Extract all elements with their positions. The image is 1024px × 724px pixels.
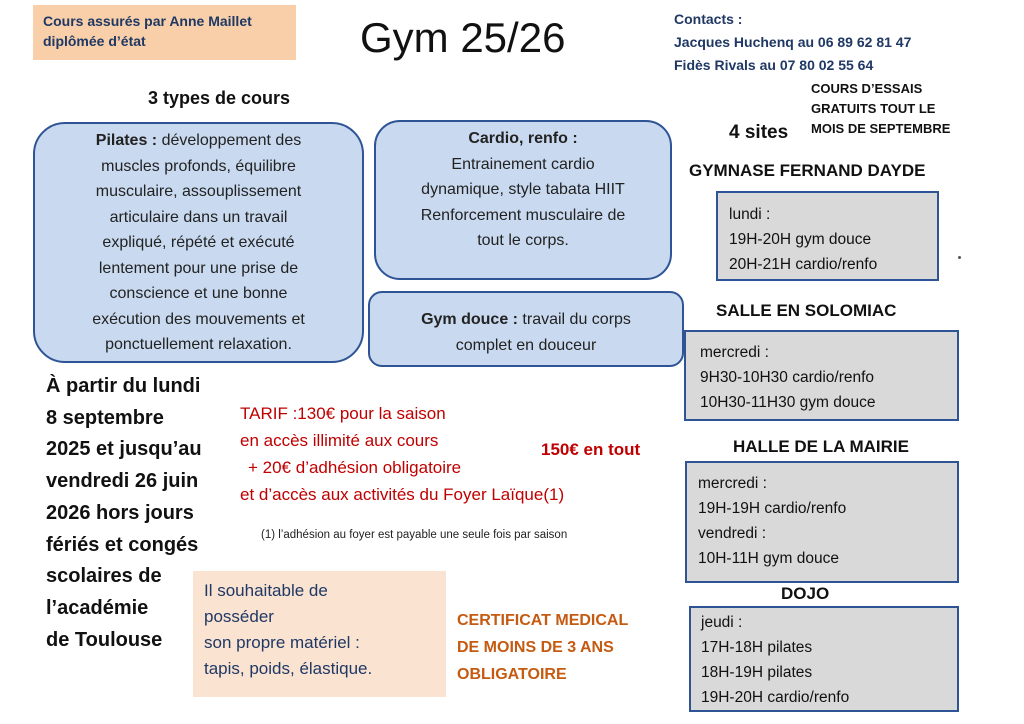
- schedule-slot: 19H-20H gym douce: [729, 231, 872, 248]
- decorative-dot: [958, 256, 961, 259]
- site-name-dojo: DOJO: [781, 584, 830, 603]
- medical-line: DE MOINS DE 3 ANS: [457, 639, 614, 656]
- tarif-line: + 20€ d’adhésion obligatoire: [248, 458, 462, 477]
- dates-line: À partir du lundi: [46, 375, 201, 397]
- pilates-first-line: [41, 128, 356, 154]
- schedule-slot: 20H-21H cardio/renfo: [729, 256, 878, 273]
- medical-line: CERTIFICAT MEDICAL: [457, 612, 629, 629]
- tarif-footnote: (1) l’adhésion au foyer est payable une seule fois par saison: [261, 529, 568, 541]
- tarif-line: et d’accès aux activités du Foyer Laïque(1): [240, 485, 565, 504]
- dates-line: vendredi 26 juin: [46, 470, 199, 493]
- free-trial-line: GRATUITS TOUT LE: [811, 101, 936, 116]
- site-name-halle-de-la-mairie: HALLE DE LA MAIRIE: [733, 437, 909, 456]
- cardio-line: Entrainement cardio: [451, 155, 595, 173]
- pilates-first-line-text: développement des: [157, 132, 302, 149]
- pilates-line: ponctuellement relaxation.: [105, 336, 292, 353]
- schedule-day: jeudi :: [701, 614, 743, 631]
- cardio-course-box: [374, 120, 672, 280]
- free-trial-line: MOIS DE SEPTEMBRE: [811, 121, 951, 136]
- pilates-line: exécution des mouvements et: [92, 310, 305, 328]
- contacts: [674, 8, 911, 77]
- schedule-halle-de-la-mairie: [685, 461, 959, 583]
- schedule-solomiac: [684, 330, 959, 421]
- schedule-slot: 18H-19H pilates: [701, 664, 813, 681]
- site-name-fernand-dayde: GYMNASE FERNAND DAYDE: [689, 161, 926, 180]
- equipment-line: son propre matériel :: [204, 633, 360, 652]
- schedule-slot: 17H-18H pilates: [701, 639, 813, 656]
- dates-line: l’académie: [46, 596, 149, 619]
- equipment-line: posséder: [204, 607, 274, 626]
- tarif-line: TARIF :130€ pour la saison: [240, 404, 446, 423]
- dates-line: fériés et congés: [46, 533, 199, 556]
- gym-douce-course-box: [368, 291, 684, 367]
- site-name-solomiac: SALLE EN SOLOMIAC: [716, 301, 897, 320]
- dates-line: de Toulouse: [46, 628, 163, 651]
- tarif-total: 150€ en tout: [541, 440, 641, 459]
- gym-douce-first-line-text: travail du corps: [517, 311, 631, 328]
- gym-douce-label: Gym douce :: [421, 311, 518, 328]
- free-trial-line: COURS D’ESSAIS: [811, 81, 923, 96]
- pilates-line: articulaire dans un travail: [109, 208, 288, 226]
- equipment-line: tapis, poids, élastique.: [204, 659, 373, 678]
- pilates-line: expliqué, répété et exécuté: [102, 234, 295, 251]
- season-dates: [46, 371, 202, 656]
- dates-line: 2026 hors jours: [46, 501, 194, 524]
- medical-certificate-notice: [457, 607, 628, 688]
- dates-line: 8 septembre: [46, 406, 164, 429]
- contact-line: Fidès Rivals au 07 80 02 55 64: [674, 57, 874, 73]
- schedule-day: mercredi :: [700, 344, 769, 361]
- coach-line: diplômée d’état: [43, 33, 146, 49]
- schedule-day: lundi :: [729, 206, 771, 223]
- coach-info: [33, 5, 296, 60]
- pilates-line: lentement pour une prise de: [98, 259, 299, 277]
- schedule-slot: 19H-20H cardio/renfo: [701, 689, 850, 706]
- pilates-label: Pilates :: [95, 132, 158, 149]
- schedule-slot: 19H-19H cardio/renfo: [698, 500, 847, 517]
- equipment-line: Il souhaitable de: [204, 581, 328, 600]
- contacts-heading: Contacts :: [674, 11, 743, 27]
- schedule-dojo: [689, 606, 959, 712]
- contact-line: Jacques Huchenq au 06 89 62 81 47: [674, 34, 912, 50]
- gym-douce-first-line: [376, 307, 676, 333]
- schedule-slot: 9H30-10H30 cardio/renfo: [700, 369, 875, 386]
- coach-line: Cours assurés par Anne Maillet: [43, 13, 252, 29]
- gym-douce-line: complet en douceur: [455, 336, 597, 354]
- tarif-info: [240, 400, 564, 508]
- schedule-day: mercredi :: [698, 475, 767, 492]
- page-title: Gym 25/26: [360, 14, 566, 61]
- pilates-line: musculaire, assouplissement: [95, 183, 302, 200]
- cardio-line: tout le corps.: [477, 232, 569, 249]
- course-types-heading: 3 types de cours: [148, 88, 291, 108]
- cardio-line: dynamique, style tabata HIIT: [421, 181, 625, 198]
- pilates-line: conscience et une bonne: [109, 285, 288, 302]
- equipment-notice: [193, 571, 446, 697]
- sites-count: 4 sites: [729, 122, 789, 143]
- free-trial-notice: [811, 79, 950, 139]
- tarif-line: en accès illimité aux cours: [240, 431, 439, 450]
- schedule-day: vendredi :: [698, 525, 767, 542]
- dates-line: scolaires de: [46, 565, 162, 588]
- pilates-course-box: [33, 122, 364, 363]
- cardio-label: Cardio, renfo :: [468, 130, 578, 147]
- dates-line: 2025 et jusqu’au: [46, 438, 202, 461]
- pilates-line: muscles profonds, équilibre: [101, 157, 296, 175]
- medical-line: OBLIGATOIRE: [457, 666, 567, 683]
- schedule-slot: 10H30-11H30 gym douce: [700, 394, 876, 411]
- schedule-fernand-dayde: [716, 191, 939, 281]
- cardio-line: Renforcement musculaire de: [420, 206, 626, 224]
- schedule-slot: 10H-11H gym douce: [698, 550, 840, 567]
